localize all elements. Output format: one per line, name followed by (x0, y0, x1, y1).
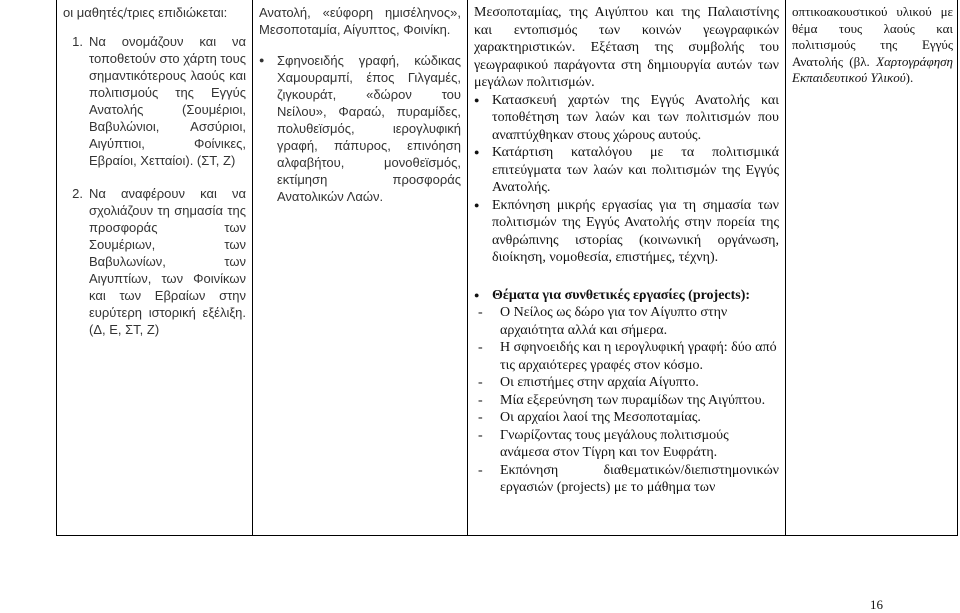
activity-bullet: ● Κατασκευή χαρτών της Εγγύς Ανατολής και τοποθέτηση των λαών και των πολιτισμών που αναπτύχθηκαν στους χώρους αυτούς. (474, 92, 779, 143)
activities-lead: Μεσοποταμίας, της Αιγύπτου και της Παλαιστίνης και εντοπισμός των κοινών γεωγραφικών χαρακτηριστικών. Εξέταση της συμβολής του γεωγραφικού παράγοντα στη δημιουργία αυτών των μεγάλων πολιτισμών. (474, 5, 779, 90)
materials-column (786, 0, 959, 535)
objective-item: 2. Να αναφέρουν και να σχολιάζουν τη σημασία της προσφοράς των Σουμέριων, των Βαβυλωνίων, των Αιγυπτίων, των Φοινίκων και των Εβραίων στην ευρύτερη ιστορική εξέλιξη. (Δ, Ε, ΣΤ, Ζ) (72, 186, 246, 337)
curriculum-table (56, 0, 958, 536)
bullet-icon: ● (474, 94, 480, 105)
activity-bullet: ● Κατάρτιση καταλόγου με τα πολιτισμικά επιτεύγματα των λαών και πολιτισμών της Εγγύς Ανατολής. (474, 145, 779, 195)
project-item: - Η σφηνοειδής και η ιερογλυφική γραφή: δύο από τις αρχαιότερες γραφές στον κόσμο. (478, 340, 777, 373)
project-item: - Γνωρίζοντας τους μεγάλους πολιτισμούς ανάμεσα στον Τίγρη και τον Ευφράτη. (478, 427, 729, 460)
concepts-bullet: ● Σφηνοειδής γραφή, κώδικας Χαμουραμπί, έπος Γιλγαμές, ζιγκουράτ, «δώρον του Νείλου», Φαραώ, πυραμίδες, πολυθεϊσμός, ιερογλυφική γραφή, πάπυρος, επινόηση αλφαβήτου, μονοθεϊσμός, εκτίμηση προσφοράς Ανατολικών Λαών. (259, 53, 461, 204)
activity-bullet: ● Εκπόνηση μικρής εργασίας για τη σημασία των πολιτισμών της Εγγύς Ανατολής στην πορεία της ανθρώπινης ιστορίας (κοινωνική οργάνωση, διοίκηση, νομοθεσία, επιστήμες, τέχνη). (474, 197, 779, 265)
bullet-icon: ● (474, 289, 480, 300)
objectives-intro: οι μαθητές/τριες επιδιώκεται: (63, 5, 228, 20)
concepts-lead: Ανατολή, «εύφορη ημισέληνος», Μεσοποταμία, Αίγυπτος, Φοινίκη. (259, 5, 461, 37)
bullet-icon: ● (474, 199, 480, 210)
bullet-icon: ● (259, 55, 265, 65)
materials-text: οπτικοακουστικού υλικού με θέμα τους λαούς και πολιτισμούς της Εγγύς Ανατολής (βλ. Χαρτογράφηση Εκπαιδευτικού Υλικού). (792, 4, 954, 85)
activities-column (468, 0, 786, 535)
objective-item: 1. Να ονομάζουν και να τοποθετούν στο χάρτη τους σημαντικότερους λαούς και πολιτισμούς της Εγγύς Ανατολής (Σουμέριοι, Βαβυλώνιοι, Ασσύριοι, Αιγύπτιοι, Φοίνικες, Εβραίοι, Χετταίοι). (ΣΤ, Ζ) (72, 34, 246, 168)
projects-heading: ● Θέματα για συνθετικές εργασίες (projects): (474, 287, 751, 303)
bullet-icon: ● (474, 147, 480, 157)
page-number: 16 (870, 597, 883, 612)
project-item: - Εκπόνηση διαθεματικών/διεπιστημονικών εργασιών (projects) με το μάθημα των (478, 462, 779, 495)
materials-reference: Χαρτογράφηση Εκπαιδευτικού Υλικού (792, 53, 954, 85)
project-item: - Οι αρχαίοι λαοί της Μεσοποταμίας. (478, 410, 701, 425)
project-item: - Ο Νείλος ως δώρο για τον Αίγυπτο στην αρχαιότητα αλλά και σήμερα. (478, 305, 728, 338)
objectives-column (57, 0, 253, 535)
project-item: - Μία εξερεύνηση των πυραμίδων της Αιγύπτου. (478, 392, 766, 408)
concepts-column (253, 0, 468, 535)
project-item: - Οι επιστήμες στην αρχαία Αίγυπτο. (478, 375, 699, 390)
